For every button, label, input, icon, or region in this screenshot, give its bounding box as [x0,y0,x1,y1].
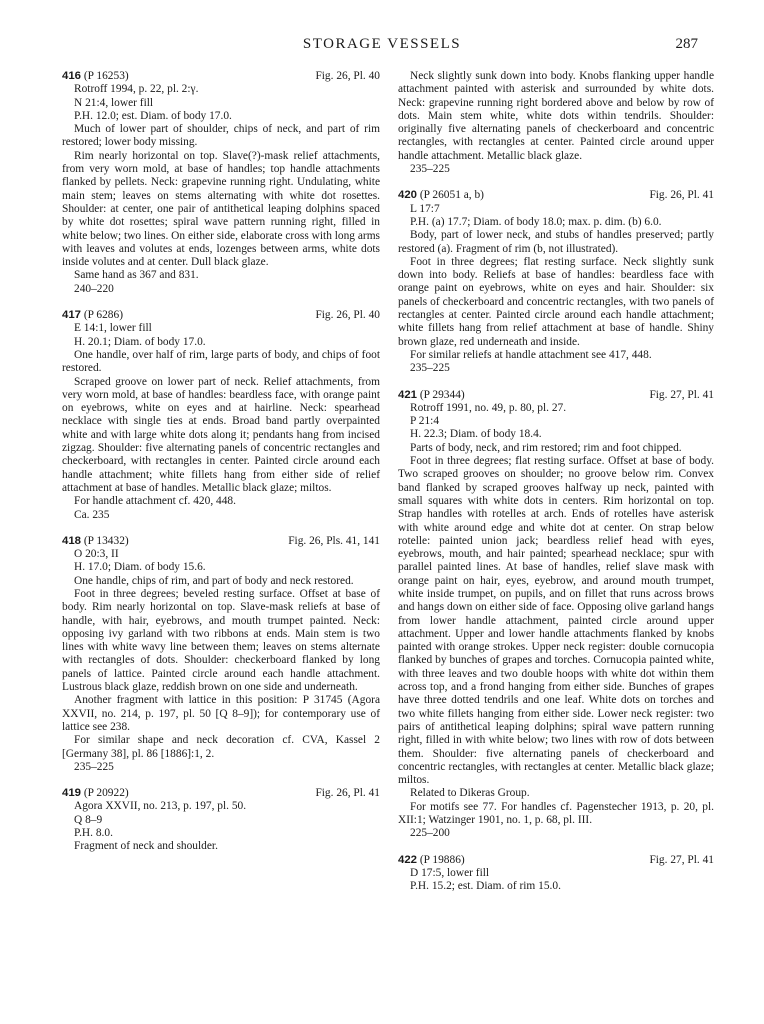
figure-reference: Fig. 26, Pl. 40 [315,70,380,82]
catalog-entry [398,189,714,375]
inventory-number: (P 6286) [81,309,123,322]
entry-paragraph: Foot in three degrees; beveled resting surface. Offset at base of body. Rim nearly horizontal on top. Slave-mask reliefs at base of handle, with hair, eyebrows, and mouth trumpet painted. Neck: opposing ivy garland with two ribbons at ends. Main stem is two lines with white wavy line between them; leaves on stems alternate with rectangles of dots. Shoulder: checkerboard flanked by long panels of lattice. Painted circle around each handle attachment. Lustrous black glaze, reddish brown on one side and underneath. [62,587,380,694]
entry-date: 235–225 [74,760,114,773]
figure-reference: Fig. 27, Pl. 41 [649,388,714,401]
entry-paragraph: Rim nearly horizontal on top. Slave(?)-mask relief attachments, from very worn mold, at base of handles; top handle attachments flanked by pellets. Neck: grapevine running right. Undulating, white main stem; leaves on stems alternating with white dot rosettes. Shoulder: at center, one pair of antithetical leaping dolphins spaced by white dot rosettes; spiral wave pattern running right, filled in white below; two lines. On either side, elaborate cross with long arms with leaves and volutes at ends, lozenges between arms, white dots inside volutes and at center. Dull black glaze. [62,149,380,269]
entry-id [62,309,123,322]
figure-reference: Fig. 26, Pl. 41 [649,189,714,202]
entry-meta-line: Rotroff 1991, no. 49, p. 80, pl. 27. [410,401,567,414]
catalog-number: 419 [62,787,82,800]
inventory-number: (P 20922) [81,787,129,800]
catalog-entry [62,535,380,774]
inventory-number: (P 16253) [81,70,129,82]
entry-id [398,389,465,402]
entry-meta-line: E 14:1, lower fill [74,322,152,335]
entry-date: 235–225 [410,163,450,176]
catalog-number: 416 [62,70,82,82]
entry-paragraph: Foot in three degrees; flat resting surface. Neck slightly sunk down into body. Reliefs at base of handles: beardless face with orange paint on eyebrows, white on eyes and hair. Shoulder: six panels of checkerboard and concentric rectangles, with two panels of rectangles at center. Painted circle around each handle attachment; white fillets hang from relief attachment at base of handle. Shiny brown glaze, red underneath and inside. [398,255,714,348]
entry-date: 235–225 [410,362,450,375]
inventory-number: (P 26051 a, b) [417,189,484,202]
entry-meta-line: N 21:4, lower fill [74,96,154,109]
right-column [398,70,714,907]
catalog-entry [62,309,380,522]
entry-meta-line: O 20:3, II [74,548,119,561]
entry-paragraph: Scraped groove on lower part of neck. Relief attachments, from very worn mold, at base of handles: beardless face, with orange paint on eyebrows, white on eyes and at hairline. Neck: spearhead necklace with single ties at ends. Broad band partly overpainted white and with large white dots along it; pendants hang from incised zigzag. Shoulder: five alternating panels of concentric rectangles and checkerboard, with rectangles in center. Painted circle around each handle attachment; white fillets hang from either side of relief attachment at base of handles. Metallic black glaze; miltos. [62,375,380,494]
catalog-number: 417 [62,309,82,322]
entry-paragraph: Same hand as 367 and 831. [74,269,199,282]
entry-meta-line: L 17:7 [410,202,440,215]
catalog-number: 418 [62,534,82,547]
inventory-number: (P 13432) [81,534,129,547]
entry-heading [62,787,380,800]
entry-meta-line: Rotroff 1994, p. 22, pl. 2:γ. [74,83,199,96]
entry-id [398,189,484,202]
entry-heading [62,535,380,548]
entry-heading [62,309,380,322]
catalog-entry [398,70,714,176]
figure-reference: Fig. 26, Pl. 40 [315,309,380,322]
figure-reference: Fig. 26, Pls. 41, 141 [288,534,380,547]
entry-paragraph: One handle, over half of rim, large parts of body, and chips of foot restored. [62,348,380,375]
entry-date: 225–200 [410,827,450,840]
entry-meta-line: D 17:5, lower fill [410,866,490,879]
entry-meta-line: Agora XXVII, no. 213, p. 197, pl. 50. [74,800,247,813]
entry-heading [62,70,380,83]
entry-paragraph: Foot in three degrees; flat resting surface. Offset at base of body. Two scraped grooves on shoulder; no groove below rim. Convex band flanked by scraped grooves halfway up neck, painted with small squares with white dots in centers. Rim horizontal on top. Strap handles with rotelles at arch. Ends of rotelles have asterisk with white around edge and white dot at center. On strap below rotelle: painted union jack; beardless relief head with eyes, eyebrows, mouth, and hair painted; spearhead necklace; spur with parallel painted lines. At base of handles, relief slave mask with orange paint on hair, eyes, eyebrow, and around mouth trumpet, white inside trumpet, on pupils, and on fillet that runs across brows and hangs down on either side of face. Opposing olive garland hangs from lower handle attachment, painted circle around upper attachment. Upper and lower handle attachments flanked by knobs painted with orange strokes. Upper neck register: double cornucopia flanked by bunches of grapes and torches. Cornucopia painted white, with three leaves and two double hoops with white dot within them across top, and a frond hanging from either side. Bunches of grapes have three dotted tendrils and one leaf. White dots on torches and two white fillets hanging from either side. Lower neck register: two pairs of antithetical leaping dolphins; spiral wave pattern running right, filled in with white below; two lines with row of dots between them. Shoulder: five alternating panels of checkerboard and concentric rectangles, with rectangles at center. Metallic black glaze; miltos. [398,455,714,787]
entry-meta-line: H. 22.3; Diam. of body 18.4. [410,428,542,441]
catalog-number: 422 [398,853,418,866]
entry-paragraph: Body, part of lower neck, and stubs of handles preserved; partly restored (a). Fragment of rim (b, not illustrated). [398,229,714,255]
entry-date: 240–220 [74,282,114,295]
entry-heading [398,854,714,867]
entry-meta-line: H. 20.1; Diam. of body 17.0. [74,335,206,348]
catalog-number: 421 [398,388,418,401]
entry-paragraph: For similar reliefs at handle attachment see 417, 448. [410,348,652,361]
entry-heading [398,189,714,202]
entry-meta-line: H. 17.0; Diam. of body 15.6. [74,561,206,574]
inventory-number: (P 29344) [417,388,465,401]
catalog-entry [398,854,714,894]
entry-id [62,535,129,548]
entry-meta-line: P 21:4 [410,415,440,428]
catalog-number: 420 [398,189,418,202]
entry-paragraph: For similar shape and neck decoration cf. CVA, Kassel 2 [Germany 38], pl. 86 [1886]:1, 2. [62,734,380,760]
entry-meta-line: Q 8–9 [74,813,103,826]
catalog-entry [398,389,714,841]
entry-paragraph: For handle attachment cf. 420, 448. [74,495,236,508]
entry-id [398,854,465,867]
entry-paragraph: Related to Dikeras Group. [410,787,530,800]
running-head: STORAGE VESSELS [302,36,462,52]
entry-id [62,70,129,83]
entry-heading [398,389,714,402]
entry-meta-line: P.H. 12.0; est. Diam. of body 17.0. [74,109,232,122]
entry-id [62,787,129,800]
entry-date: Ca. 235 [74,508,110,521]
left-column [62,70,380,867]
entry-paragraph: Neck slightly sunk down into body. Knobs flanking upper handle attachment painted with asterisk and surrounded by white dots. Neck: grapevine running right bordered above and below by row of dots. Main stem white, white dots within tendrils. Shoulder: originally five alternating panels of checkerboard and concentric rectangles, with rectangles at center. Painted circle around upper handle attachment. Metallic black glaze. [398,70,714,162]
entry-meta-line: P.H. (a) 17.7; Diam. of body 18.0; max. p. dim. (b) 6.0. [410,215,662,228]
catalog-entry [62,787,380,853]
entry-paragraph: Much of lower part of shoulder, chips of neck, and part of rim restored; lower body missing. [62,123,380,149]
figure-reference: Fig. 27, Pl. 41 [649,853,714,866]
entry-paragraph: Another fragment with lattice in this position: P 31745 (Agora XXVII, no. 214, p. 197, pl. 50 [Q 8–9]); for contemporary use of lattice see 238. [62,694,380,733]
page-number: 287 [675,36,698,52]
inventory-number: (P 19886) [417,853,465,866]
entry-meta-line: P.H. 8.0. [74,827,113,840]
catalog-entry [62,70,380,296]
figure-reference: Fig. 26, Pl. 41 [315,787,380,800]
entry-paragraph: For motifs see 77. For handles cf. Pagenstecher 1913, p. 20, pl. XII:1; Watzinger 1901, no. 1, p. 68, pl. III. [398,800,714,827]
entry-meta-line: P.H. 15.2; est. Diam. of rim 15.0. [410,880,561,893]
entry-paragraph: Fragment of neck and shoulder. [74,840,218,853]
entry-paragraph: Parts of body, neck, and rim restored; rim and foot chipped. [410,441,682,454]
entry-paragraph: One handle, chips of rim, and part of body and neck restored. [74,574,354,587]
